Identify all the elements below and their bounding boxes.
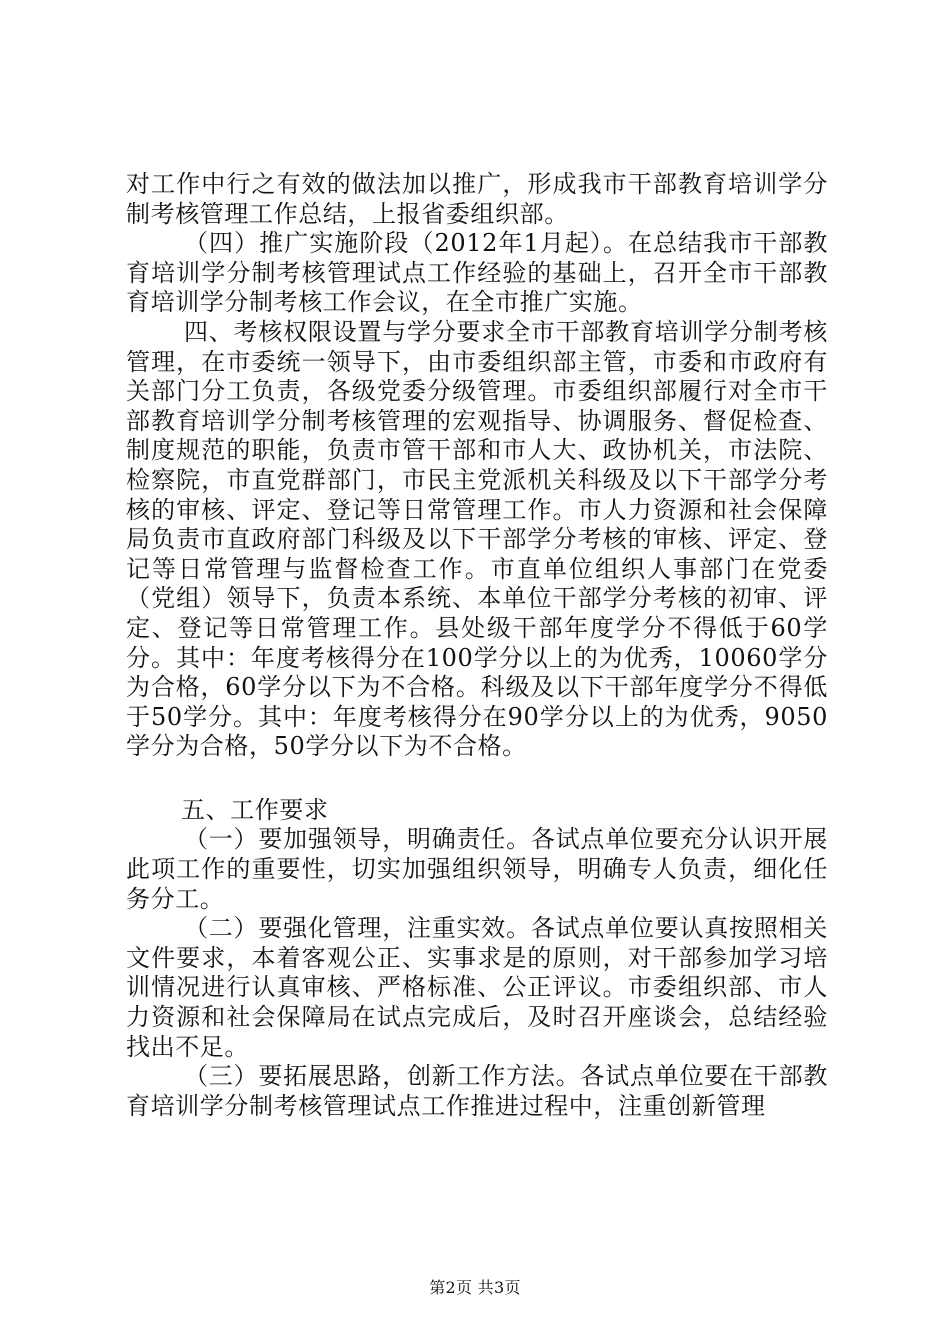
- paragraph-requirement-two: （二）要强化管理，注重实效。各试点单位要认真按照相关文件要求，本着客观公正、实事求是的原则，对干部参加学习培训情况进行认真审核、严格标准、公正评议。市委组织部、市人力资源和社会保障局在试点完成后，及时召开座谈会，总结经验找出不足。: [126, 914, 828, 1061]
- page-number-footer: 第2页 共3页: [429, 1278, 521, 1297]
- section-heading-five: 五、工作要求: [181, 795, 329, 824]
- paragraph-continuation: 对工作中行之有效的做法加以推广，形成我市干部教育培训学分制考核管理工作总结，上报省委组织部。: [126, 170, 828, 228]
- paragraph-requirement-three: （三）要拓展思路，创新工作方法。各试点单位要在干部教育培训学分制考核管理试点工作推进过程中，注重创新管理: [126, 1062, 828, 1120]
- paragraph-stage-four: （四）推广实施阶段（2012年1月起）。在总结我市干部教育培训学分制考核管理试点工作经验的基础上，召开全市干部教育培训学分制考核工作会议，在全市推广实施。: [126, 229, 828, 317]
- paragraph-requirement-one: （一）要加强领导，明确责任。各试点单位要充分认识开展此项工作的重要性，切实加强组织领导，明确专人负责，细化任务分工。: [126, 825, 828, 913]
- document-body: [126, 170, 828, 1121]
- paragraph-gap: [126, 762, 828, 796]
- paragraph-section-four: 四、考核权限设置与学分要求全市干部教育培训学分制考核管理，在市委统一领导下，由市委组织部主管，市委和市政府有关部门分工负责，各级党委分级管理。市委组织部履行对全市干部教育培训学分制考核管理的宏观指导、协调服务、督促检查、制度规范的职能，负责市管干部和市人大、政协机关，市法院、检察院，市直党群部门，市民主党派机关科级及以下干部学分考核的审核、评定、登记等日常管理工作。市人力资源和社会保障局负责市直政府部门科级及以下干部学分考核的审核、评定、登记等日常管理与监督检查工作。市直单位组织人事部门在党委（党组）领导下，负责本系统、本单位干部学分考核的初审、评定、登记等日常管理工作。县处级干部年度学分不得低于60学分。其中：年度考核得分在100学分以上的为优秀，10060学分为合格，60学分以下为不合格。科级及以下干部年度学分不得低于50学分。其中：年度考核得分在90学分以上的为优秀，9050学分为合格，50学分以下为不合格。: [126, 317, 828, 761]
